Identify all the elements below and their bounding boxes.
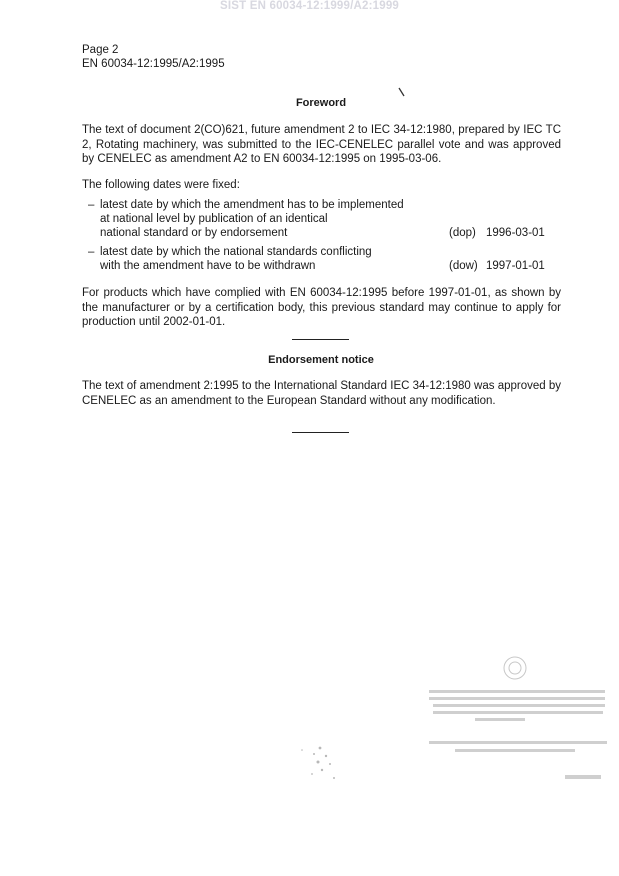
watermark-header: SIST EN 60034-12:1999/A2:1999 — [219, 0, 400, 12]
date-code: (dow) — [449, 260, 478, 272]
page-number: Page 2 — [82, 44, 119, 56]
endorsement-paragraph: The text of amendment 2:1995 to the International Standard IEC 34-12:1980 was approved by CENELEC as an amendment to the European Standard without any modification. — [82, 380, 561, 407]
scan-noise — [290, 730, 350, 790]
date-item-dop — [88, 198, 558, 242]
section-divider — [292, 339, 349, 340]
dates-intro: The following dates were fixed: — [82, 179, 240, 191]
date-item-description: latest date by which the national standards conflicting with the amendment have to be withdrawn — [100, 246, 372, 273]
document-reference: EN 60034-12:1995/A2:1995 — [82, 58, 225, 70]
products-paragraph: For products which have complied with EN 60034-12:1995 before 1997-01-01, as shown by the manufacturer or by a certification body, this previous standard may continue to apply for production until 2002-01-01. — [82, 287, 561, 329]
date-item-dow — [88, 245, 558, 275]
dash-marker: – — [88, 199, 95, 211]
page-header — [82, 43, 225, 71]
foreword-title: Foreword — [295, 97, 347, 109]
date-item-description: latest date by which the amendment has to be implemented at national level by publication of an identical national standard or by endorsement — [100, 199, 404, 240]
date-value: 1996-03-01 — [486, 227, 545, 239]
dash-marker: – — [88, 246, 95, 258]
date-code: (dop) — [449, 227, 476, 239]
foreword-paragraph: The text of document 2(CO)621, future amendment 2 to IEC 34-12:1980, prepared by IEC TC 2, Rotating machinery, was submitted to the IEC-CENELEC parallel vote and was approved by CENELEC as amendment A2 to EN 60034-12:1995 on 1995-03-06. — [82, 124, 561, 166]
date-value: 1997-01-01 — [486, 260, 545, 272]
endorsement-title: Endorsement notice — [268, 354, 374, 366]
end-divider — [292, 432, 349, 433]
faint-stamp-image — [425, 655, 610, 795]
